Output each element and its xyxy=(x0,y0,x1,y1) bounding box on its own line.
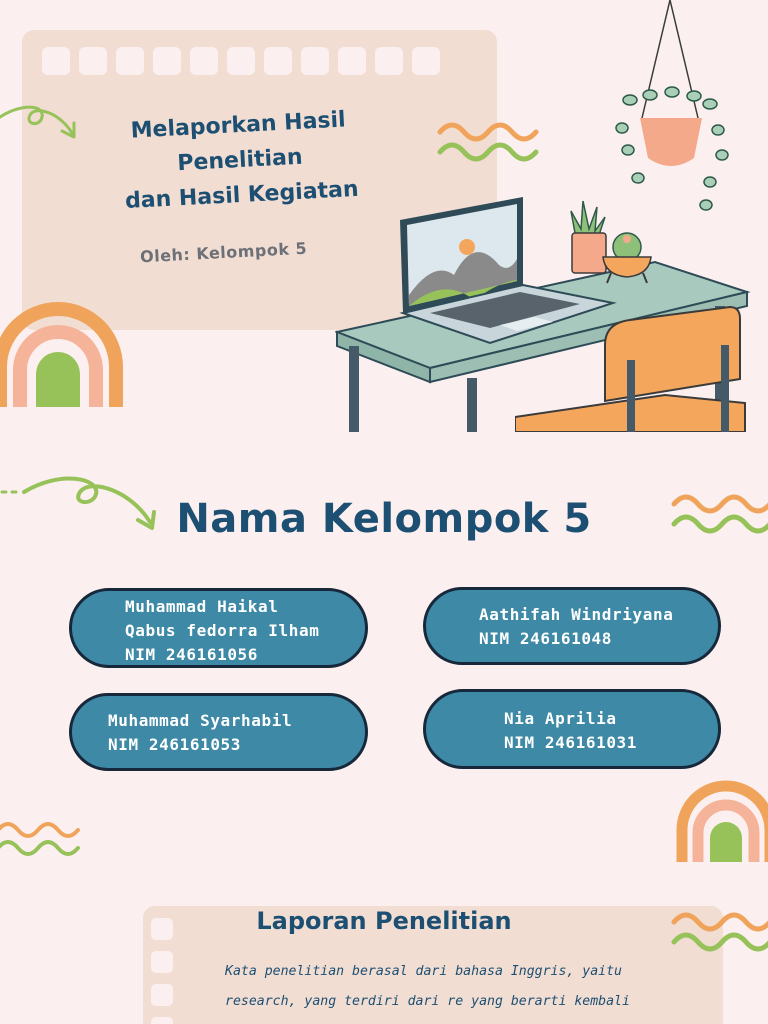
member-name-line: Qabus fedorra Ilham xyxy=(125,621,320,640)
film-strip-holes xyxy=(42,47,440,75)
title-line-3: dan Hasil Kegiatan xyxy=(124,177,360,215)
member-card xyxy=(423,689,721,769)
wavy-lines-icon xyxy=(436,110,546,165)
member-nim: NIM 246161048 xyxy=(479,629,613,648)
group-title: Nama Kelompok 5 xyxy=(176,496,592,542)
report-title: Laporan Penelitian xyxy=(256,907,512,935)
title-slide xyxy=(0,0,768,432)
member-nim: NIM 246161053 xyxy=(108,735,242,754)
title-line-1: Melaporkan Hasil xyxy=(130,107,347,144)
members-slide xyxy=(0,432,768,862)
presentation-title xyxy=(57,99,422,223)
presentation-subtitle: Oleh: Kelompok 5 xyxy=(139,238,308,267)
potted-plant-icon xyxy=(565,195,655,290)
member-name-line: Nia Aprilia xyxy=(504,709,617,728)
rainbow-icon xyxy=(0,282,130,407)
member-card xyxy=(69,588,368,668)
hanging-plant-icon xyxy=(610,0,740,215)
report-body-line: Kata penelitian berasal dari bahasa Inggris, yaitu xyxy=(225,964,622,979)
title-line-2: Penelitian xyxy=(176,144,304,177)
report-body-line: research, yang terdiri dari re yang berarti kembali xyxy=(225,994,630,1009)
member-name-line: Aathifah Windriyana xyxy=(479,605,674,624)
member-nim: NIM 246161031 xyxy=(504,733,638,752)
member-card xyxy=(69,693,368,771)
member-card xyxy=(423,587,721,665)
report-body xyxy=(225,957,695,1017)
member-name-line: Muhammad Haikal xyxy=(125,597,279,616)
member-name-line: Muhammad Syarhabil xyxy=(108,711,293,730)
member-nim: NIM 246161056 xyxy=(125,645,259,664)
wavy-lines-icon xyxy=(0,812,84,862)
report-slide xyxy=(0,862,768,1024)
rainbow-icon xyxy=(674,778,768,862)
